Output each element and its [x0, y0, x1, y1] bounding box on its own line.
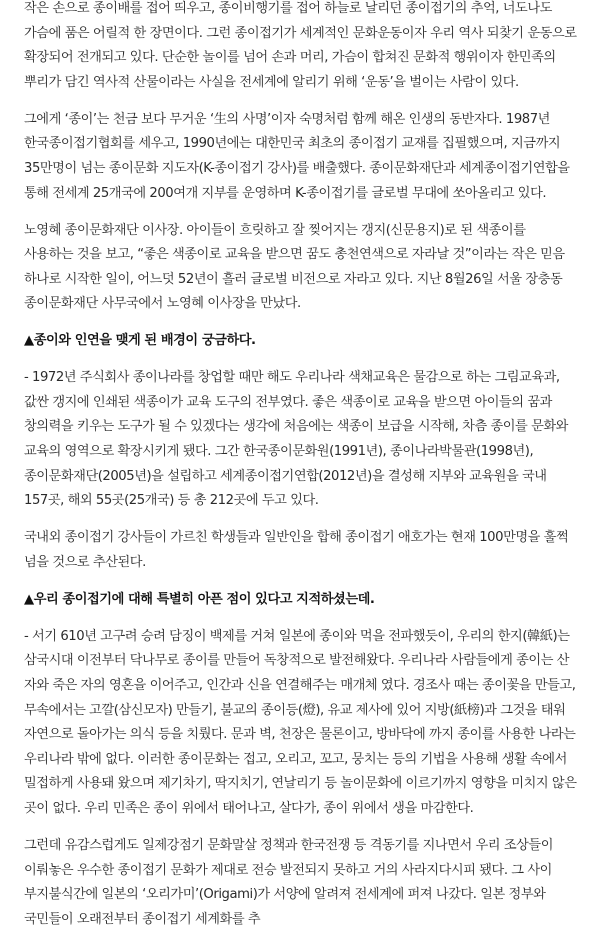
- interview-question: ▲우리 종이접기에 대해 특별히 아픈 점이 있다고 지적하셨는데.: [24, 591, 375, 607]
- paragraph: 노영혜 종이문화재단 이사장. 아이들이 흐릿하고 잘 찢어지는 갱지(신문용지)로 된 색종이를 사용하는 것을 보고, “좋은 색종이로 교육을 받으면 꿈도 총천연색으로 자라날 것”이라는 작은 믿음 하나로 시작한 일이, 어느덧 52년이 흘러 글로벌 비전으로 자라고 있다. 지난 8월26일 서울 장충동 종이문화재단 사무국에서 노영혜 이사장을 만났다.: [24, 222, 565, 312]
- paragraph: 그런데 유감스럽게도 일제강점기 문화말살 정책과 한국전쟁 등 격동기를 지나면서 우리 조상들이 이뤄놓은 우수한 종이접기 문화가 제대로 전승 발전되지 못하고 거의 사라지다시피 됐다. 그 사이 부지불식간에 일본의 ‘오리가미’(Origami)가 서양에 알려져 전세계에 퍼져 나갔다. 일본 정부와 국민들이 오래전부터 종이접기 세계화를 추: [24, 837, 553, 927]
- interview-question: ▲종이와 인연을 맺게 된 배경이 궁금하다.: [24, 333, 256, 349]
- paragraph: 작은 손으로 종이배를 접어 띄우고, 종이비행기를 접어 하늘로 날리던 종이접기의 추억, 너도나도 가슴에 품은 어릴적 한 장면이다. 그런 종이접기가 세계적인 문화운동이자 우리 역사 되찾기 운동으로 확장되어 전개되고 있다. 단순한 놀이를 넘어 손과 머리, 가슴이 합쳐진 문화적 행위이자 한민족의 뿌리가 담긴 역사적 산물이라는 사실을 전세계에 알리기 위해 ‘운동’을 벌이는 사람이 있다.: [24, 1, 577, 90]
- paragraph: 국내외 종이접기 강사들이 가르친 학생들과 일반인을 합해 종이접기 애호가는 현재 100만명을 훌쩍 넘을 것으로 추산된다.: [24, 530, 569, 570]
- paragraph: 그에게 ‘종이’는 천금 보다 무거운 ‘生의 사명’이자 숙명처럼 함께 해온 인생의 동반자다. 1987년 한국종이접기협회를 세우고, 1990년에는 대한민국 최초의 종이접기 교재를 집필했으며, 지금까지 35만명이 넘는 종이문화 지도자(K-종이접기 강사)를 배출했다. 종이문화재단과 세계종이접기연합을 통해 전세계 25개국에 200여개 지부를 운영하며 K-종이접기를 글로벌 무대에 쏘아올리고 있다.: [24, 111, 570, 201]
- paragraph: - 1972년 주식회사 종이나라를 창업할 때만 해도 우리나라 색채교육은 물감으로 하는 그림교육과, 값싼 갱지에 인쇄된 색종이가 교육 도구의 전부였다. 좋은 색종이로 교육을 받으면 아이들의 꿈과 창의력을 키우는 도구가 될 수 있겠다는 생각에 처음에는 색종이 보급을 시작해, 차츰 종이를 문화와 교육의 영역으로 확장시키게 됐다. 그간 한국종이문화원(1991년), 종이나라박물관(1998년), 종이문화재단(2005년)을 설립하고 세계종이접기연합(2012년)을 결성해 지부와 교육원을 국내 157곳, 해외 55곳(25개국) 등 총 212곳에 두고 있다.: [24, 370, 568, 509]
- paragraph: - 서기 610년 고구려 승려 담징이 백제를 거쳐 일본에 종이와 먹을 전파했듯이, 우리의 한지(韓紙)는 삼국시대 이전부터 닥나무로 종이를 만들어 독창적으로 발전해왔다. 우리나라 사람들에게 종이는 산 자와 죽은 자의 영혼을 이어주고, 인간과 신을 연결해주는 매개체 였다. 경조사 때는 종이꽃을 만들고, 무속에서는 고깔(삼신모자) 만들기, 불교의 종이등(燈), 유교 제사에 있어 지방(紙榜)과 그것을 태워 자연으로 돌아가는 의식 등을 치뤘다. 문과 벽, 천장은 물론이고, 방바닥에 까지 종이를 사용한 나라는 우리나라 밖에 없다. 이러한 종이문화는 접고, 오리고, 꼬고, 뭉치는 등의 기법을 사용해 생활 속에서 밀접하게 사용돼 왔으며 제기차기, 딱지치기, 연날리기 등 놀이문화에 이르기까지 영향을 미치지 않은 곳이 없다. 우리 민족은 종이 위에서 태어나고, 살다가, 종이 위에서 생을 마감한다.: [24, 628, 577, 816]
